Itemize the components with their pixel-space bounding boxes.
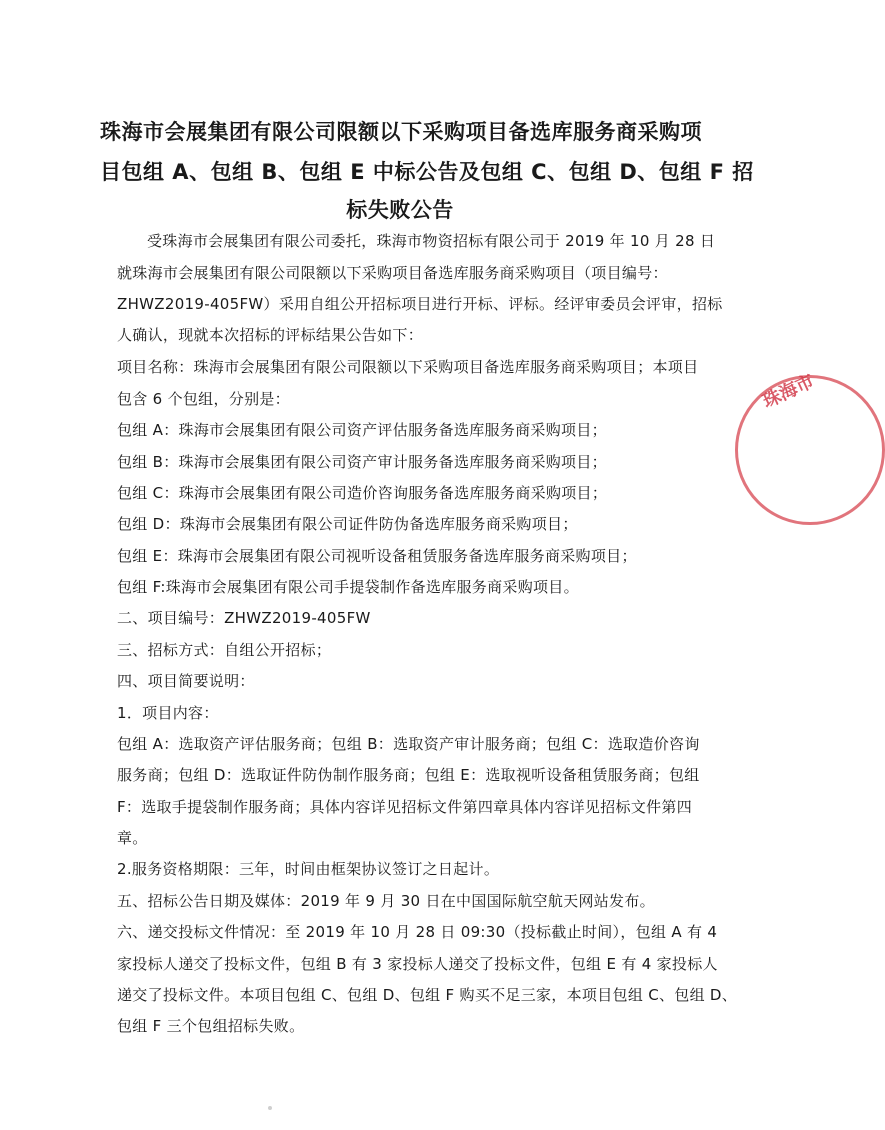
group-item-a: 包组 A：珠海市会展集团有限公司资产评估服务备选库服务商采购项目； xyxy=(117,421,607,439)
subsection-service-period: 2.服务资格期限：三年，时间由框架协议签订之日起计。 xyxy=(117,860,500,878)
content-line: 服务商；包组 D：选取证件防伪制作服务商；包组 E：选取视听设备租赁服务商；包组 xyxy=(117,766,700,784)
submission-status-line: 递交了投标文件。本项目包组 C、包组 D、包组 F 购买不足三家，本项目包组 C、包组 D、 xyxy=(117,986,738,1004)
project-name-line: 项目名称：珠海市会展集团有限公司限额以下采购项目备选库服务商采购项目；本项目 xyxy=(117,358,699,376)
submission-status-line: 家投标人递交了投标文件，包组 B 有 3 家投标人递交了投标文件，包组 E 有 4 家投标人 xyxy=(117,955,718,973)
section-project-number: 二、项目编号：ZHWZ2019-405FW xyxy=(117,609,371,627)
group-item-b: 包组 B：珠海市会展集团有限公司资产审计服务备选库服务商采购项目； xyxy=(117,453,607,471)
seal-text: 珠海市 xyxy=(759,370,818,413)
project-name-line: 包含 6 个包组，分别是： xyxy=(117,390,290,408)
title-line: 目包组 A、包组 B、包组 E 中标公告及包组 C、包组 D、包组 F 招 xyxy=(100,160,754,184)
content-line: F：选取手提袋制作服务商；具体内容详见招标文件第四章具体内容详见招标文件第四 xyxy=(117,798,693,816)
section-brief-description: 四、项目简要说明： xyxy=(117,672,255,690)
section-tender-method: 三、招标方式：自组公开招标； xyxy=(117,641,332,659)
intro-line: 人确认，现就本次招标的评标结果公告如下： xyxy=(117,326,424,344)
intro-line: 就珠海市会展集团有限公司限额以下采购项目备选库服务商采购项目（项目编号： xyxy=(117,264,668,282)
section-announcement-date: 五、招标公告日期及媒体：2019 年 9 月 30 日在中国国际航空航天网站发布。 xyxy=(117,892,655,910)
intro-line: ZHWZ2019-405FW）采用自组公开招标项目进行开标、评标。经评审委员会评审，招标 xyxy=(117,295,723,313)
content-line: 章。 xyxy=(117,829,148,847)
scan-speck xyxy=(268,1106,272,1110)
title-line: 珠海市会展集团有限公司限额以下采购项目备选库服务商采购项 xyxy=(100,120,702,144)
content-line: 包组 A：选取资产评估服务商；包组 B：选取资产审计服务商；包组 C：选取造价咨询 xyxy=(117,735,700,753)
submission-status-line: 包组 F 三个包组招标失败。 xyxy=(117,1017,305,1035)
group-item-c: 包组 C：珠海市会展集团有限公司造价咨询服务备选库服务商采购项目； xyxy=(117,484,608,502)
subsection-project-content: 1．项目内容： xyxy=(117,704,219,722)
section-submission-status: 六、递交投标文件情况：至 2019 年 10 月 28 日 09:30（投标截止时间），包组 A 有 4 xyxy=(117,923,718,941)
title-line: 标失败公告 xyxy=(346,198,454,222)
group-item-e: 包组 E：珠海市会展集团有限公司视听设备租赁服务备选库服务商采购项目； xyxy=(117,547,637,565)
group-item-d: 包组 D：珠海市会展集团有限公司证件防伪备选库服务商采购项目； xyxy=(117,515,578,533)
intro-line: 受珠海市会展集团有限公司委托，珠海市物资招标有限公司于 2019 年 10 月 28 日 xyxy=(147,232,716,250)
group-item-f: 包组 F:珠海市会展集团有限公司手提袋制作备选库服务商采购项目。 xyxy=(117,578,579,596)
